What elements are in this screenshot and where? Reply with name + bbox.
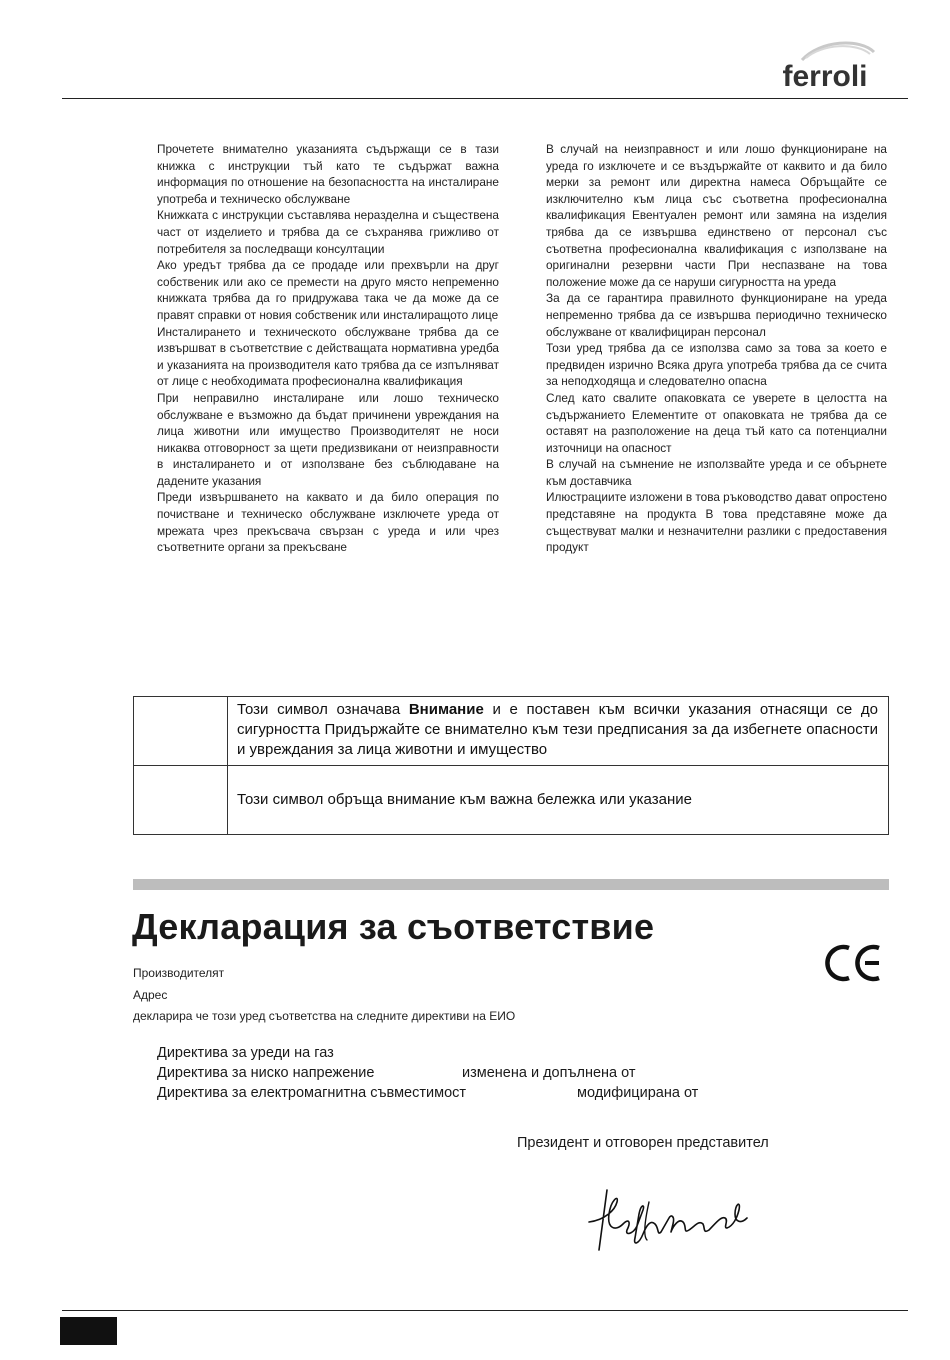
manufacturer-label: Производителят (133, 966, 225, 980)
directive-amended-note: изменена и допълнена от (462, 1065, 636, 1081)
intro-paragraph: Прочетете внимателно указанията съдържащи се в тази книжка с инструкции тъй като те съдържат важна информация по отношение на безопасността на инсталиране употреба и техническо обслужване (157, 142, 499, 206)
symbols-table (133, 696, 889, 835)
directive-low-voltage: Директива за ниско напрежение (157, 1065, 375, 1081)
intro-paragraph: Този уред трябва да се използва само за това за което е предвиден изрично Всяка друга употреба трябва да се счита за неподходяща и следователно опасна (546, 341, 887, 389)
intro-paragraph: Преди извършването на каквато и да било операция по почистване и техническо обслужване изключете уреда от мрежата чрез прекъсвача свързан с уреда и или чрез съответните органи за прекъсване (157, 490, 499, 555)
directive-modified-note: модифицирана от (577, 1085, 699, 1101)
top-divider (62, 98, 908, 99)
bottom-divider (62, 1310, 908, 1311)
section-band (133, 879, 889, 890)
intro-paragraph: Илюстрациите изложени в това ръководство дават опростено представяне на продукта В това представяне може да съществуват малки и незначителни разлики с предоставения продукт (546, 490, 887, 555)
ce-mark-icon (823, 942, 883, 984)
intro-paragraph: След като свалите опаковката се уверете в целостта на съдържанието Елементите от опаковката не трябва да се оставят на разположение на деца тъй като са потенциални източници на опасност (546, 390, 887, 455)
intro-paragraph: Инсталирането и техническото обслужване трябва да се извършват в съответствие с действащата нормативна уредба и указанията на производителя като трябва да се изпълняват от лице с необходимата професионална квалификация (157, 324, 499, 389)
intro-paragraph: За да се гарантира правилното функциониране на уреда непременно трябва да се извършва периодично техническо обслужване от квалифициран персонал (546, 291, 887, 339)
intro-paragraph: В случай на неизправност и или лошо функциониране на уреда го изключете и се въздържайте от каквито и да било мерки за ремонт или директна намеса Обръщайте се изключително към лица със съответна професионална квалификация Евентуален ремонт или замяна на изделия трябва да се извършва единствено от персонал със съответна професионална квалификация с използване на оригинални резервни части При неспазване на това положение може да се наруши сигурността на уреда (546, 142, 887, 289)
note-symbol-text: Този символ обръща внимание към важна бележка или указание (228, 766, 889, 835)
intro-left-column (157, 141, 499, 556)
ferroli-logo (770, 38, 880, 98)
intro-paragraph: При неправилно инсталиране или лошо техническо обслужване е възможно да бъдат причинени увреждания на лица животни или имущество Производителят не носи никаква отговорност за щети предизвикани от неизправности в инсталирането и от използване без съблюдаване на дадените указания (157, 390, 499, 488)
warning-keyword: Внимание (408, 701, 484, 718)
directive-gas: Директива за уреди на газ (157, 1045, 334, 1061)
directive-emc: Директива за електромагнитна съвместимост (157, 1085, 467, 1101)
symbol-row-note (134, 766, 889, 835)
logo-wordmark: ferroli (782, 60, 868, 93)
declaration-title: Декларация за съответствие (132, 906, 655, 947)
intro-paragraph: В случай на съмнение не използвайте уреда и се обърнете към доставчика (546, 457, 887, 488)
warning-symbol-cell (134, 697, 228, 766)
intro-right-column (546, 141, 887, 556)
note-symbol-cell (134, 766, 228, 835)
symbol-row-warning (134, 697, 889, 766)
intro-paragraph: Ако уредът трябва да се продаде или прехвърли на друг собственик или ако се премести на друго място непременно книжката трябва да го придружава така че да може да се правят справки от новия собственик или инсталиращото лице (157, 258, 499, 322)
signatory-title: Президент и отговорен представител (517, 1135, 769, 1151)
signature-image (585, 1180, 755, 1260)
address-label: Адрес (133, 988, 168, 1002)
intro-paragraph: Книжката с инструкции съставлява неразделна и съществена част от изделието и трябва да се съхранява грижливо от потребителя за последващи консултации (157, 208, 499, 256)
declaration-statement: декларира че този уред съответства на следните директиви на ЕИО (133, 1009, 516, 1023)
page-number-tab (60, 1317, 117, 1345)
warning-symbol-text: Този символ означава Внимание и е поставен към всички указания отнасящи се до сигурността Придържайте се внимателно към тези предписания за да избегнете опасности и увреждания за лица животни и имущество (228, 697, 889, 766)
